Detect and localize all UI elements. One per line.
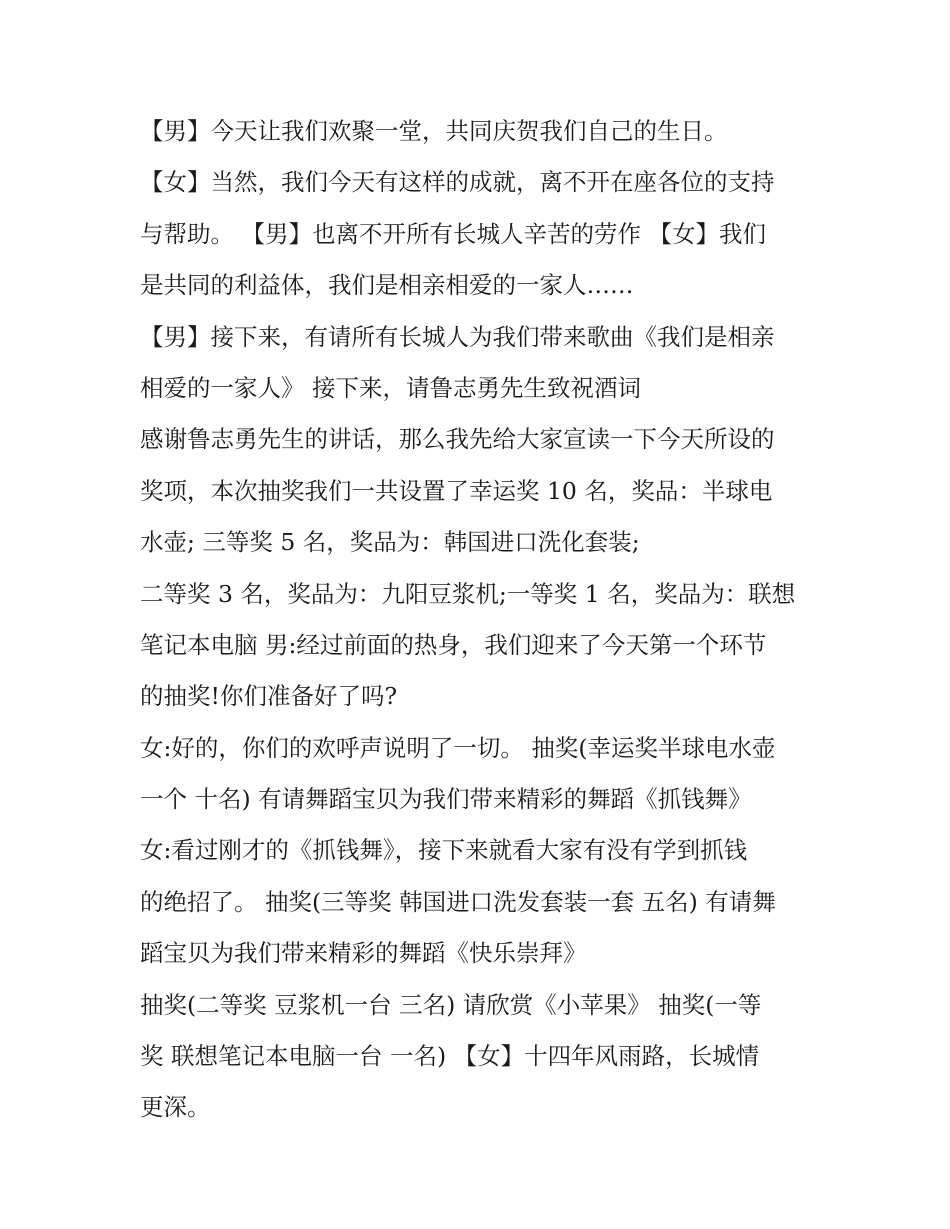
text-line: 的绝招了。 抽奖(三等奖 韩国进口洗发套装一套 五名) 有请舞 [140,887,776,916]
text-line: 与帮助。 【男】也离不开所有长城人辛苦的劳作 【女】我们 [140,219,766,248]
text-line: 水壶; 三等奖 5 名，奖品为：韩国进口洗化套装; [140,528,640,557]
text-line: 二等奖 3 名，奖品为：九阳豆浆机;一等奖 1 名，奖品为：联想 [140,579,796,608]
text-line: 女:看过刚才的《抓钱舞》，接下来就看大家有没有学到抓钱 [140,836,748,865]
text-line: 【男】接下来，有请所有长城人为我们带来歌曲《我们是相亲 [140,322,775,351]
document-body [140,106,820,1134]
text-line: 感谢鲁志勇先生的讲话，那么我先给大家宣读一下今天所设的 [140,425,775,454]
text-line: 蹈宝贝为我们带来精彩的舞蹈《快乐崇拜》 [140,939,587,968]
text-line: 【女】当然，我们今天有这样的成就，离不开在座各位的支持 [140,168,775,197]
text-line: 抽奖(二等奖 豆浆机一台 三名) 请欣赏《小苹果》 抽奖(一等 [140,990,762,1019]
text-line: 的抽奖!你们准备好了吗? [140,682,398,711]
text-line: 奖项，本次抽奖我们一共设置了幸运奖 10 名，奖品：半球电 [140,476,773,505]
text-line: 笔记本电脑 男:经过前面的热身，我们迎来了今天第一个环节 [140,630,767,659]
text-line: 更深。 [140,1093,211,1122]
text-line: 是共同的利益体，我们是相亲相爱的一家人…… [140,271,634,300]
text-line: 女:好的，你们的欢呼声说明了一切。 抽奖(幸运奖半球电水壶 [140,733,776,762]
text-line: 相爱的一家人》 接下来，请鲁志勇先生致祝酒词 [140,373,641,402]
text-line: 一个 十名) 有请舞蹈宝贝为我们带来精彩的舞蹈《抓钱舞》 [140,785,752,814]
text-line: 奖 联想笔记本电脑一台 一名) 【女】十四年风雨路，长城情 [140,1042,760,1071]
text-line: 【男】今天让我们欢聚一堂，共同庆贺我们自己的生日。 [140,117,728,145]
